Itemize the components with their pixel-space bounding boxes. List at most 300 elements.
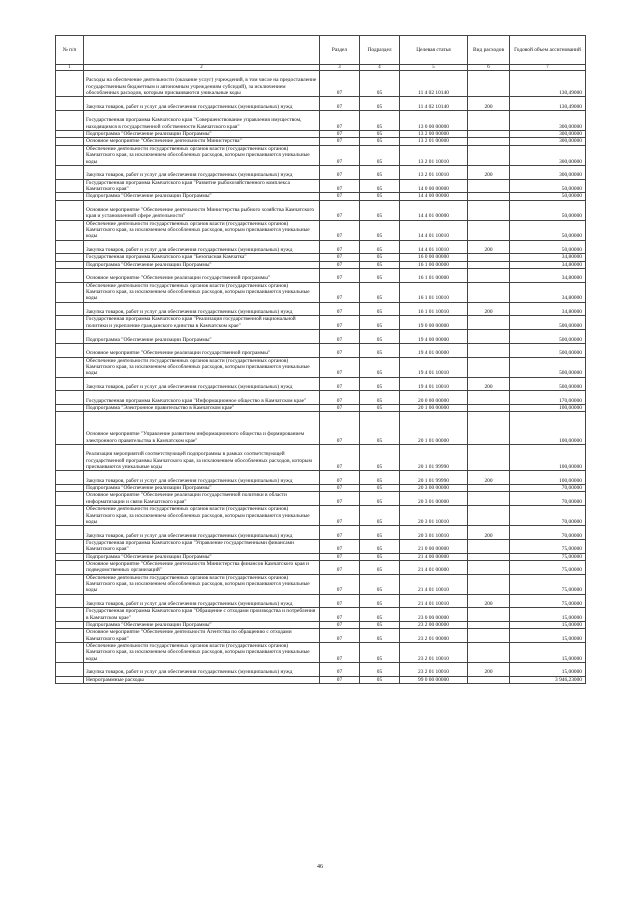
table-row (56, 629, 586, 643)
amount-cell: 75,00000 (510, 560, 586, 574)
row-number-cell (56, 131, 84, 138)
table-row (56, 240, 586, 254)
expense-name-cell: Основное мероприятие "Управление развитием информационного общества и формированием электронного правительства в Камчатском крае" (84, 412, 320, 445)
expense-name-cell: Основное мероприятие "Обеспечение деятельности Агентства по обращению с отходами Камчатского края" (84, 629, 320, 643)
amount-cell: 75,00000 (510, 574, 586, 594)
razdel-cell: 07 (320, 316, 360, 330)
amount-cell: 500,00000 (510, 316, 586, 330)
target-article-cell: 19 4 01 10010 (400, 357, 468, 377)
amount-cell: 50,00000 (510, 220, 586, 240)
razdel-cell: 07 (320, 391, 360, 405)
expense-type-cell: 200 (468, 471, 510, 485)
podrazdel-cell: 05 (360, 526, 400, 540)
table-row (56, 269, 586, 283)
podrazdel-cell: 05 (360, 200, 400, 220)
razdel-cell: 07 (320, 71, 360, 97)
row-number-cell (56, 240, 84, 254)
target-article-cell: 16 1 01 10010 (400, 302, 468, 316)
razdel-cell: 07 (320, 526, 360, 540)
razdel-cell: 07 (320, 240, 360, 254)
expense-type-cell (468, 574, 510, 594)
expense-name-cell: Подпрограмма "Обеспечение реализации Программы" (84, 553, 320, 560)
razdel-cell: 07 (320, 608, 360, 622)
expense-name-cell: Непрограммные расходы (84, 676, 320, 683)
razdel-cell: 07 (320, 377, 360, 391)
target-article-cell: 13 2 00 00000 (400, 131, 468, 138)
column-number: 5 (400, 65, 468, 71)
podrazdel-cell: 05 (360, 377, 400, 391)
amount-cell: 170,00000 (510, 391, 586, 405)
expense-type-cell (468, 506, 510, 526)
row-number-cell (56, 560, 84, 574)
expense-type-cell (468, 485, 510, 492)
row-number-cell (56, 330, 84, 344)
table-row (56, 506, 586, 526)
table-row (56, 676, 586, 683)
razdel-cell: 07 (320, 492, 360, 506)
expense-type-cell (468, 179, 510, 193)
target-article-cell: 23 2 01 10010 (400, 643, 468, 663)
row-number-cell (56, 629, 84, 643)
row-number-cell (56, 594, 84, 608)
razdel-cell: 07 (320, 404, 360, 411)
table-row (56, 97, 586, 111)
podrazdel-cell: 05 (360, 97, 400, 111)
target-article-cell: 13 2 01 10010 (400, 145, 468, 165)
table-row (56, 553, 586, 560)
razdel-cell: 07 (320, 539, 360, 553)
target-article-cell: 21 4 00 00000 (400, 553, 468, 560)
row-number-cell (56, 111, 84, 131)
expense-name-cell: Основное мероприятие "Обеспечение реализации государственной программы" (84, 343, 320, 357)
expense-type-cell (468, 622, 510, 629)
razdel-cell: 07 (320, 269, 360, 283)
razdel-cell: 07 (320, 471, 360, 485)
podrazdel-cell: 05 (360, 471, 400, 485)
razdel-cell: 07 (320, 165, 360, 179)
podrazdel-cell: 05 (360, 560, 400, 574)
razdel-cell: 07 (320, 560, 360, 574)
expense-name-cell: Государственная программа Камчатского края "Управление государственными финансами Камчатского края" (84, 539, 320, 553)
razdel-cell: 07 (320, 111, 360, 131)
expense-type-cell (468, 343, 510, 357)
expense-name-cell: Закупка товаров, работ и услуг для обеспечения государственных (муниципальных) нужд (84, 302, 320, 316)
expense-type-cell (468, 261, 510, 268)
target-article-cell: 19 0 00 00000 (400, 316, 468, 330)
expense-name-cell: Обеспечение деятельности государственных органов власти (государственных органов) Камчатского края, за исключением обособленных расходов, которым присваиваются уникальные коды (84, 145, 320, 165)
table-row (56, 574, 586, 594)
expense-name-cell: Подпрограмма "Электронное правительство в Камчатском крае" (84, 404, 320, 411)
table-row (56, 343, 586, 357)
razdel-cell: 07 (320, 594, 360, 608)
podrazdel-cell: 05 (360, 254, 400, 261)
target-article-cell: 20 1 00 00000 (400, 404, 468, 411)
target-article-cell: 13 2 01 00000 (400, 138, 468, 145)
expense-name-cell: Основное мероприятие "Обеспечение деятельности Министерства" (84, 138, 320, 145)
row-number-cell (56, 622, 84, 629)
podrazdel-cell: 05 (360, 330, 400, 344)
table-row (56, 254, 586, 261)
expense-name-cell: Закупка товаров, работ и услуг для обеспечения государственных (муниципальных) нужд (84, 97, 320, 111)
expense-name-cell: Основное мероприятие "Обеспечение реализации государственной политики в области информатизации и связи Камчатского края" (84, 492, 320, 506)
target-article-cell: 16 0 00 00000 (400, 254, 468, 261)
row-number-cell (56, 302, 84, 316)
row-number-cell (56, 179, 84, 193)
expense-name-cell: Подпрограмма "Обеспечение реализации Программы" (84, 131, 320, 138)
target-article-cell: 19 4 01 10010 (400, 377, 468, 391)
target-article-cell: 19 4 01 00000 (400, 343, 468, 357)
podrazdel-cell: 05 (360, 643, 400, 663)
expense-name-cell: Государственная программа Камчатского края "Обращение с отходами производства и потребления в Камчатском крае" (84, 608, 320, 622)
header-target-article: Целевая статья (400, 36, 468, 65)
expense-name-cell: Подпрограмма "Обеспечение реализации Программы" (84, 330, 320, 344)
table-row (56, 471, 586, 485)
expense-type-cell (468, 316, 510, 330)
podrazdel-cell: 05 (360, 492, 400, 506)
table-row (56, 560, 586, 574)
row-number-cell (56, 445, 84, 471)
podrazdel-cell: 05 (360, 539, 400, 553)
expense-type-cell (468, 254, 510, 261)
podrazdel-cell: 05 (360, 261, 400, 268)
expense-name-cell: Подпрограмма "Обеспечение реализации Программы" (84, 485, 320, 492)
expense-type-cell: 200 (468, 97, 510, 111)
budget-table (55, 35, 586, 684)
expense-name-cell: Реализация мероприятий соответствующей подпрограммы в рамках соответствующей государственной программы Камчатского края, за исключением обособленных расходов, которым присваиваются уникальные коды (84, 445, 320, 471)
row-number-cell (56, 526, 84, 540)
podrazdel-cell: 05 (360, 131, 400, 138)
table-row (56, 377, 586, 391)
target-article-cell: 20 1 01 99990 (400, 471, 468, 485)
header-razdel: Раздел (320, 36, 360, 65)
expense-type-cell: 200 (468, 377, 510, 391)
expense-type-cell (468, 539, 510, 553)
target-article-cell: 21 4 01 10010 (400, 574, 468, 594)
amount-cell: 34,80000 (510, 282, 586, 302)
table-row (56, 131, 586, 138)
expense-type-cell (468, 608, 510, 622)
amount-cell: 70,00000 (510, 492, 586, 506)
target-article-cell: 20 3 01 10010 (400, 526, 468, 540)
expense-type-cell (468, 492, 510, 506)
expense-type-cell (468, 111, 510, 131)
target-article-cell: 21 4 01 10010 (400, 594, 468, 608)
expense-name-cell: Закупка товаров, работ и услуг для обеспечения государственных (муниципальных) нужд (84, 471, 320, 485)
amount-cell: 15,00000 (510, 629, 586, 643)
column-number: 2 (84, 65, 320, 71)
amount-cell: 70,00000 (510, 526, 586, 540)
amount-cell: 100,00000 (510, 471, 586, 485)
expense-name-cell: Обеспечение деятельности государственных органов власти (государственных органов) Камчатского края, за исключением обособленных расходов, которым присваиваются уникальные коды (84, 643, 320, 663)
expense-type-cell (468, 676, 510, 683)
row-number-cell (56, 471, 84, 485)
podrazdel-cell: 05 (360, 485, 400, 492)
amount-cell: 75,00000 (510, 553, 586, 560)
header-name (84, 36, 320, 65)
razdel-cell: 07 (320, 357, 360, 377)
expense-type-cell (468, 145, 510, 165)
amount-cell: 130,49000 (510, 71, 586, 97)
row-number-cell (56, 97, 84, 111)
expense-type-cell: 200 (468, 526, 510, 540)
table-row (56, 302, 586, 316)
amount-cell: 15,00000 (510, 622, 586, 629)
target-article-cell: 14 4 01 10010 (400, 240, 468, 254)
row-number-cell (56, 269, 84, 283)
amount-cell: 50,00000 (510, 179, 586, 193)
expense-type-cell (468, 445, 510, 471)
expense-name-cell: Подпрограмма "Обеспечение реализации Программы" (84, 261, 320, 268)
target-article-cell: 20 3 00 00000 (400, 485, 468, 492)
row-number-cell (56, 391, 84, 405)
table-row (56, 412, 586, 445)
row-number-cell (56, 220, 84, 240)
table-row (56, 404, 586, 411)
expense-name-cell: Закупка товаров, работ и услуг для обеспечения государственных (муниципальных) нужд (84, 377, 320, 391)
table-row (56, 220, 586, 240)
expense-type-cell (468, 71, 510, 97)
razdel-cell: 07 (320, 330, 360, 344)
column-number: 1 (56, 65, 84, 71)
razdel-cell: 07 (320, 622, 360, 629)
table-row (56, 539, 586, 553)
podrazdel-cell: 05 (360, 412, 400, 445)
expense-type-cell: 200 (468, 594, 510, 608)
row-number-cell (56, 574, 84, 594)
expense-type-cell (468, 643, 510, 663)
podrazdel-cell: 05 (360, 553, 400, 560)
expense-name-cell: Закупка товаров, работ и услуг для обеспечения государственных (муниципальных) нужд (84, 663, 320, 677)
expense-name-cell: Закупка товаров, работ и услуг для обеспечения государственных (муниципальных) нужд (84, 526, 320, 540)
target-article-cell: 14 4 00 00000 (400, 193, 468, 200)
podrazdel-cell: 05 (360, 506, 400, 526)
expense-type-cell (468, 357, 510, 377)
target-article-cell: 23 2 01 10010 (400, 663, 468, 677)
razdel-cell: 07 (320, 506, 360, 526)
amount-cell: 130,49000 (510, 97, 586, 111)
razdel-cell: 07 (320, 220, 360, 240)
expense-type-cell (468, 412, 510, 445)
table-row (56, 445, 586, 471)
table-row (56, 193, 586, 200)
podrazdel-cell: 05 (360, 138, 400, 145)
amount-cell: 300,00000 (510, 165, 586, 179)
amount-cell: 300,00000 (510, 111, 586, 131)
podrazdel-cell: 05 (360, 676, 400, 683)
amount-cell: 15,00000 (510, 643, 586, 663)
budget-table-sheet (55, 35, 585, 684)
target-article-cell: 14 4 01 10010 (400, 220, 468, 240)
podrazdel-cell: 05 (360, 145, 400, 165)
target-article-cell: 20 1 01 00000 (400, 412, 468, 445)
table-row (56, 357, 586, 377)
expense-type-cell: 200 (468, 165, 510, 179)
target-article-cell: 20 0 00 00000 (400, 391, 468, 405)
amount-cell: 300,00000 (510, 145, 586, 165)
podrazdel-cell: 05 (360, 240, 400, 254)
table-row (56, 138, 586, 145)
row-number-cell (56, 539, 84, 553)
header-annual-amount: Годовой объем ассигнований (510, 36, 586, 65)
expense-name-cell: Государственная программа Камчатского края "Информационное общество в Камчатском крае" (84, 391, 320, 405)
podrazdel-cell: 05 (360, 282, 400, 302)
expense-type-cell (468, 629, 510, 643)
podrazdel-cell: 05 (360, 220, 400, 240)
razdel-cell: 07 (320, 261, 360, 268)
amount-cell: 50,00000 (510, 193, 586, 200)
target-article-cell: 21 4 01 00000 (400, 560, 468, 574)
razdel-cell: 07 (320, 138, 360, 145)
razdel-cell: 07 (320, 200, 360, 220)
row-number-cell (56, 357, 84, 377)
row-number-cell (56, 492, 84, 506)
expense-name-cell: Государственная программа Камчатского края "Развитие рыбохозяйственного комплекса Камчатского края" (84, 179, 320, 193)
row-number-cell (56, 553, 84, 560)
table-row (56, 391, 586, 405)
amount-cell: 100,00000 (510, 412, 586, 445)
expense-type-cell (468, 330, 510, 344)
page-number: 46 (317, 864, 323, 870)
expense-type-cell: 200 (468, 240, 510, 254)
target-article-cell: 20 3 01 10010 (400, 506, 468, 526)
podrazdel-cell: 05 (360, 574, 400, 594)
podrazdel-cell: 05 (360, 594, 400, 608)
expense-name-cell: Подпрограмма "Обеспечение реализации Программы" (84, 622, 320, 629)
table-row (56, 261, 586, 268)
expense-type-cell: 200 (468, 302, 510, 316)
podrazdel-cell: 05 (360, 193, 400, 200)
header-podrazdel: Подраздел (360, 36, 400, 65)
amount-cell: 75,00000 (510, 539, 586, 553)
target-article-cell: 11 4 02 10140 (400, 71, 468, 97)
amount-cell: 500,00000 (510, 357, 586, 377)
row-number-cell (56, 485, 84, 492)
expense-name-cell: Обеспечение деятельности государственных органов власти (государственных органов) Камчатского края, за исключением обособленных расходов, которым присваиваются уникальные коды (84, 220, 320, 240)
expense-type-cell (468, 404, 510, 411)
podrazdel-cell: 05 (360, 316, 400, 330)
table-row (56, 663, 586, 677)
table-row (56, 165, 586, 179)
amount-cell: 15,00000 (510, 608, 586, 622)
header-expense-type: Вид расходов (468, 36, 510, 65)
podrazdel-cell: 05 (360, 357, 400, 377)
table-row (56, 145, 586, 165)
row-number-cell (56, 404, 84, 411)
razdel-cell: 07 (320, 629, 360, 643)
expense-type-cell (468, 131, 510, 138)
row-number-cell (56, 254, 84, 261)
podrazdel-cell: 05 (360, 622, 400, 629)
expense-type-cell (468, 269, 510, 283)
row-number-cell (56, 316, 84, 330)
expense-name-cell: Основное мероприятие "Обеспечение деятельности Министерства рыбного хозяйства Камчатского края и установленной сфере деятельности" (84, 200, 320, 220)
razdel-cell: 07 (320, 485, 360, 492)
amount-cell: 15,00000 (510, 663, 586, 677)
amount-cell: 75,00000 (510, 594, 586, 608)
row-number-cell (56, 643, 84, 663)
podrazdel-cell: 05 (360, 111, 400, 131)
podrazdel-cell: 05 (360, 404, 400, 411)
razdel-cell: 07 (320, 179, 360, 193)
amount-cell: 34,80000 (510, 302, 586, 316)
razdel-cell: 07 (320, 97, 360, 111)
expense-type-cell (468, 391, 510, 405)
row-number-cell (56, 138, 84, 145)
row-number-cell (56, 377, 84, 391)
target-article-cell: 23 2 00 00000 (400, 622, 468, 629)
expense-name-cell: Подпрограмма "Обеспечение реализации Программы" (84, 193, 320, 200)
target-article-cell: 14 4 01 00000 (400, 200, 468, 220)
razdel-cell: 07 (320, 131, 360, 138)
header-number: № п/п (56, 36, 84, 65)
target-article-cell: 16 1 00 00000 (400, 261, 468, 268)
budget-table-body (56, 71, 586, 684)
expense-name-cell: Закупка товаров, работ и услуг для обеспечения государственных (муниципальных) нужд (84, 240, 320, 254)
amount-cell: 70,00000 (510, 506, 586, 526)
target-article-cell: 19 4 00 00000 (400, 330, 468, 344)
razdel-cell: 07 (320, 574, 360, 594)
amount-cell: 50,00000 (510, 240, 586, 254)
table-row (56, 594, 586, 608)
row-number-cell (56, 506, 84, 526)
razdel-cell: 07 (320, 445, 360, 471)
row-number-cell (56, 663, 84, 677)
table-row (56, 282, 586, 302)
razdel-cell: 07 (320, 676, 360, 683)
podrazdel-cell: 05 (360, 343, 400, 357)
razdel-cell: 07 (320, 193, 360, 200)
amount-cell: 500,00000 (510, 330, 586, 344)
table-row (56, 316, 586, 330)
expense-type-cell (468, 560, 510, 574)
amount-cell: 300,00000 (510, 131, 586, 138)
row-number-cell (56, 193, 84, 200)
expense-type-cell (468, 220, 510, 240)
column-number: 3 (320, 65, 360, 71)
expense-type-cell (468, 193, 510, 200)
podrazdel-cell: 05 (360, 179, 400, 193)
podrazdel-cell: 05 (360, 165, 400, 179)
row-number-cell (56, 608, 84, 622)
expense-type-cell (468, 138, 510, 145)
amount-cell: 34,80000 (510, 261, 586, 268)
row-number-cell (56, 145, 84, 165)
target-article-cell: 11 4 02 10140 (400, 97, 468, 111)
razdel-cell: 07 (320, 145, 360, 165)
podrazdel-cell: 05 (360, 445, 400, 471)
amount-cell: 3 946,23000 (510, 676, 586, 683)
table-row (56, 71, 586, 97)
amount-cell: 100,00000 (510, 445, 586, 471)
expense-name-cell: Расходы на обеспечение деятельности (оказание услуг) учреждений, в том числе на предоставление государственным бюджетным и автономным учреждениям субсидий), за исключением обособленных расходов, которым присваиваются уникальные коды (84, 71, 320, 97)
target-article-cell: 23 0 00 00000 (400, 608, 468, 622)
amount-cell: 300,00000 (510, 138, 586, 145)
expense-type-cell (468, 553, 510, 560)
column-number: 6 (468, 65, 510, 71)
expense-name-cell: Государственная программа Камчатского края "Безопасная Камчатка" (84, 254, 320, 261)
razdel-cell: 07 (320, 302, 360, 316)
podrazdel-cell: 05 (360, 302, 400, 316)
table-row (56, 485, 586, 492)
amount-cell: 500,00000 (510, 377, 586, 391)
podrazdel-cell: 05 (360, 391, 400, 405)
razdel-cell: 07 (320, 663, 360, 677)
amount-cell: 34,80000 (510, 254, 586, 261)
razdel-cell: 07 (320, 553, 360, 560)
row-number-cell (56, 676, 84, 683)
row-number-cell (56, 71, 84, 97)
expense-name-cell: Основное мероприятие "Обеспечение деятельности Министерства финансов Камчатского края и подведомственных организаций" (84, 560, 320, 574)
